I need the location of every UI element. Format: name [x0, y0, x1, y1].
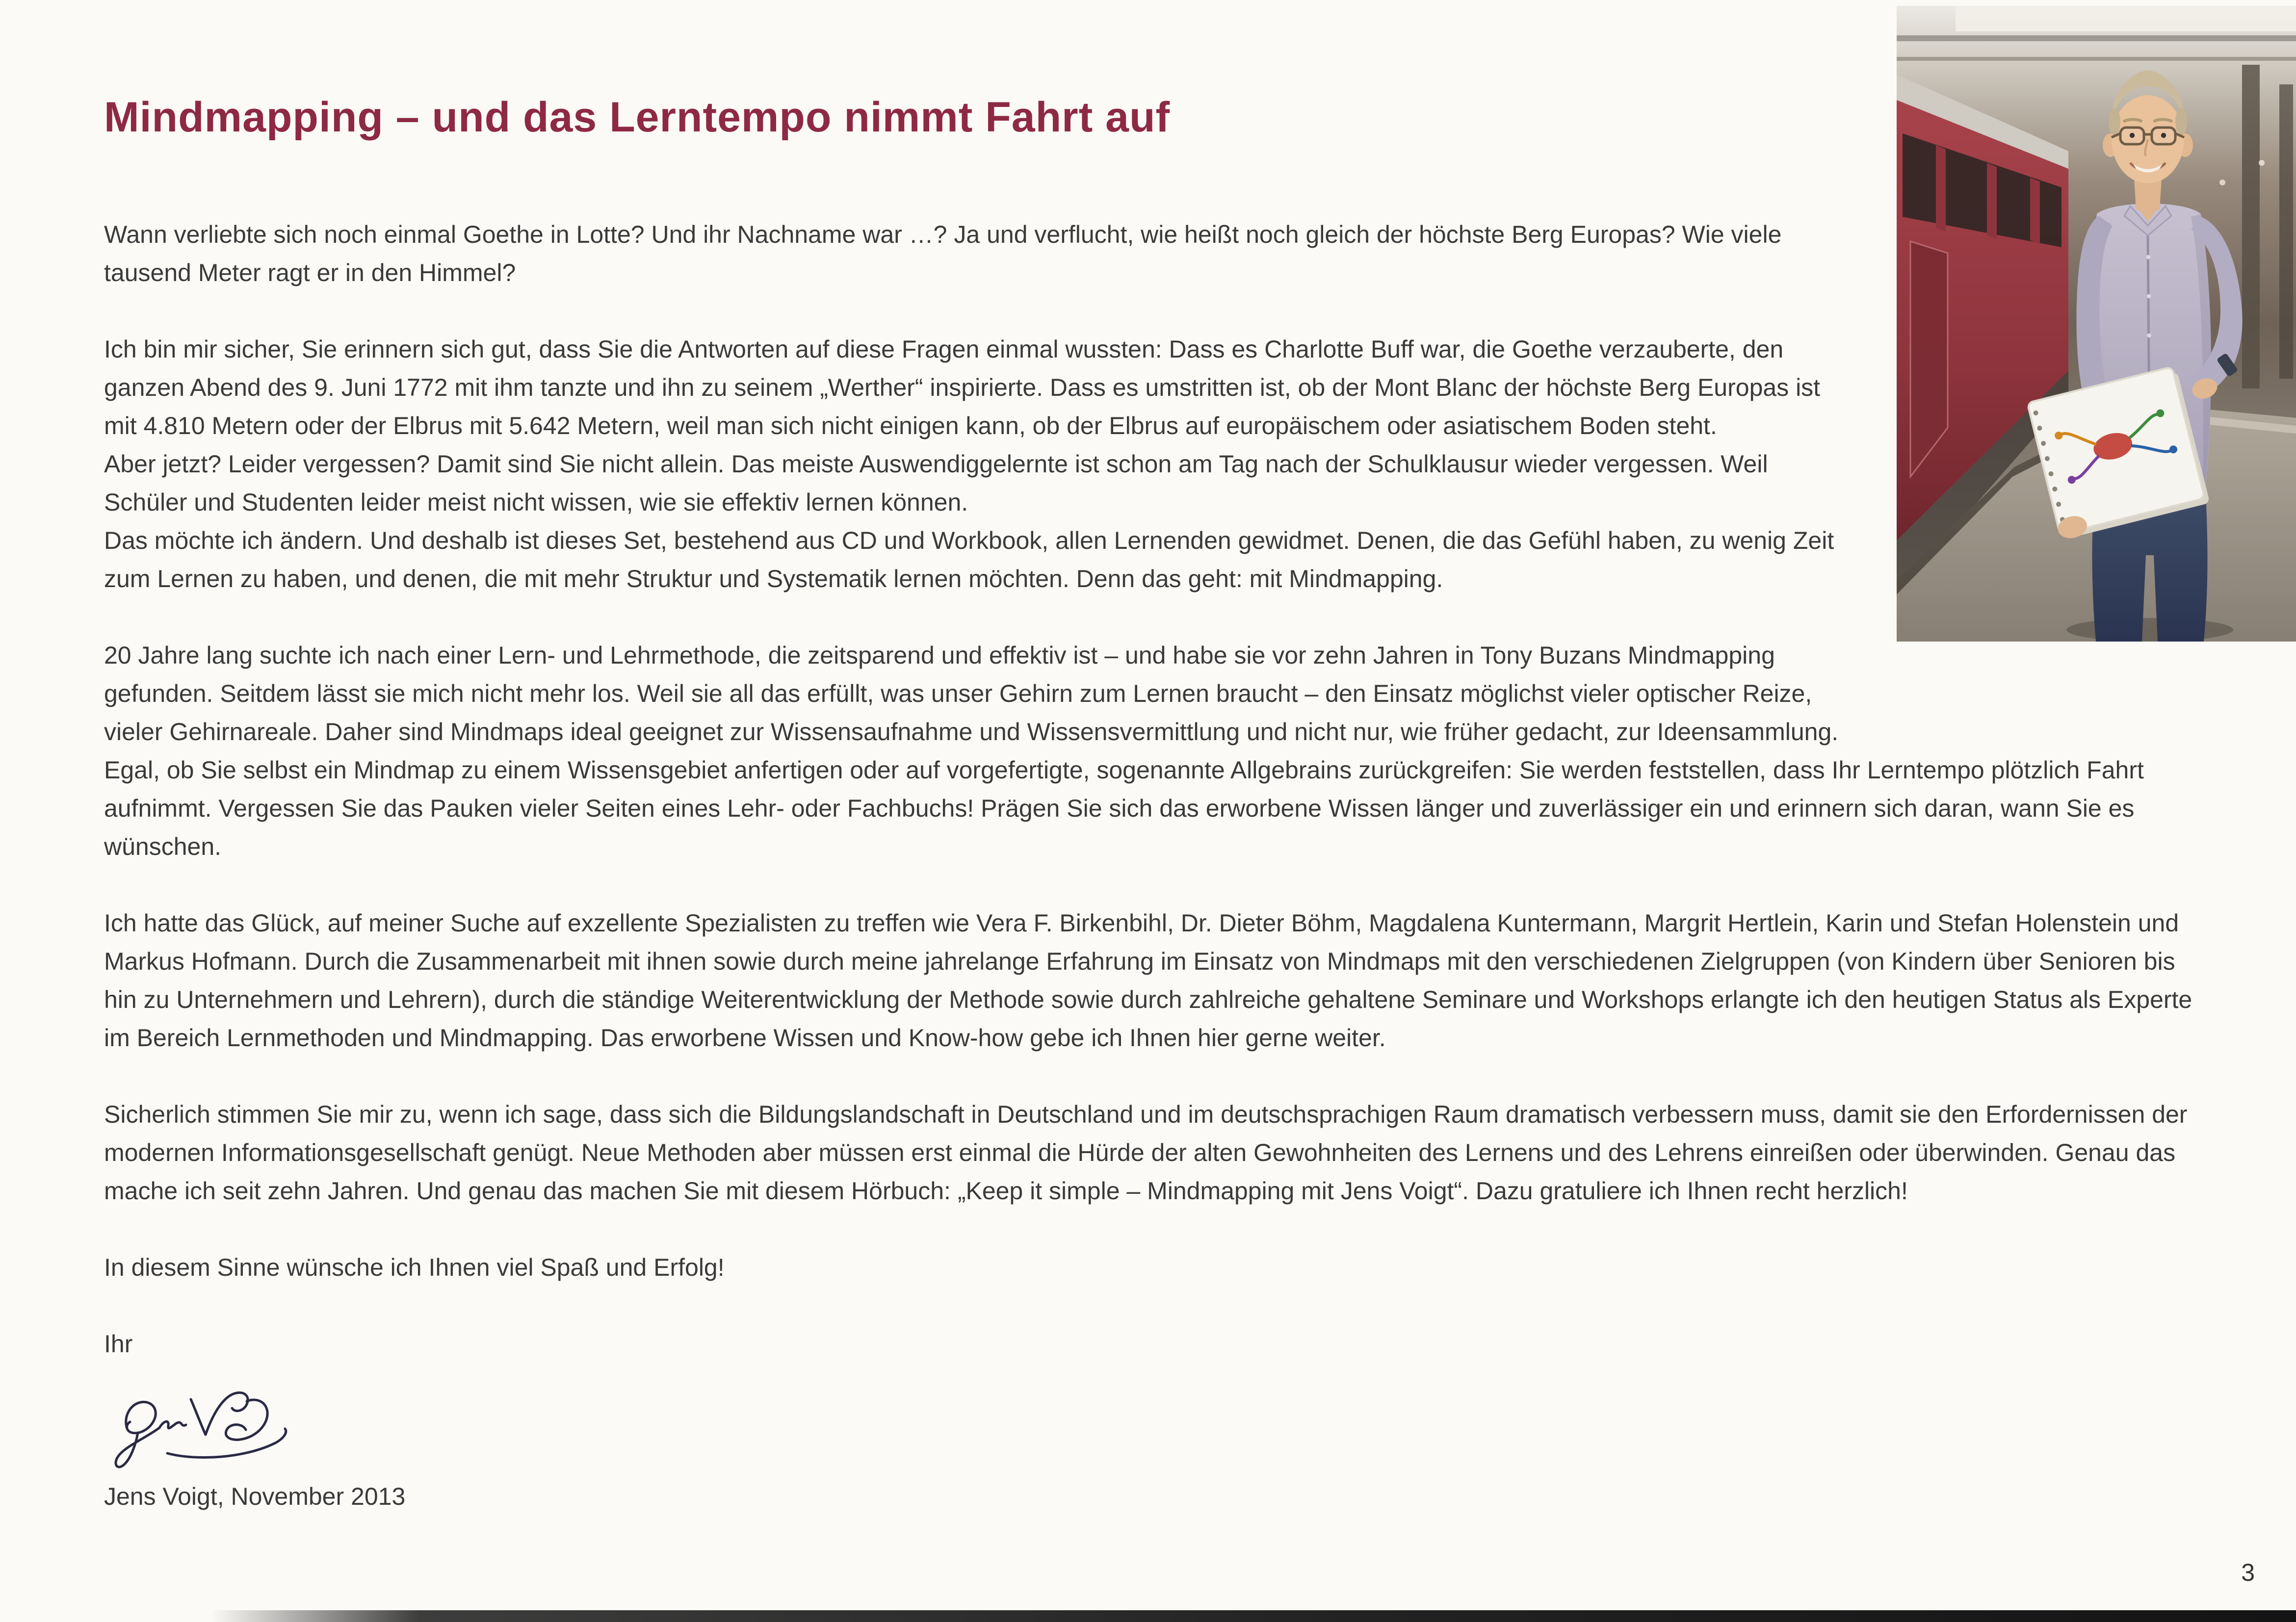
paragraph-vergessen: Aber jetzt? Leider vergessen? Damit sind Sie nicht allein. Das meiste Auswendiggelernte ist schon am Tag nach der Schulklausur wieder vergessen. Weil Schüler und Studenten leider meist nicht wissen, wie sie effektiv lernen können.: [104, 450, 1768, 516]
scan-edge-shadow: [211, 1610, 2296, 1622]
page-number: 3: [2241, 1559, 2255, 1586]
page-title: Mindmapping – und das Lerntempo nimmt Fahrt auf: [104, 94, 1171, 141]
closing-line: In diesem Sinne wünsche ich Ihnen viel Spaß und Erfolg!: [104, 1254, 725, 1281]
signoff: Jens Voigt, November 2013: [104, 1483, 406, 1510]
paragraph-allgebrains: Egal, ob Sie selbst ein Mindmap zu einem Wissensgebiet anfertigen oder auf vorgefertigte, sogenannte Allgebrains zurückgreifen: Sie werden feststellen, dass Ihr Lerntempo plötzlich Fahrt aufnimmt. Vergessen Sie das Pauken vieler Seiten eines Lehr- oder Fachbuchs! Prägen Sie sich das erworbene Wissen länger und zuverlässiger ein und erinnern sich daran, wann Sie es wünschen.: [104, 756, 2144, 860]
paragraph-spezialisten: Ich hatte das Glück, auf meiner Suche auf exzellente Spezialisten zu treffen wie Vera F. Birkenbihl, Dr. Dieter Böhm, Magdalena Kuntermann, Margrit Hertlein, Karin und Stefan Holenstein und Markus Hofmann. Durch die Zusammenarbeit mit ihnen sowie durch meine jahrelange Erfahrung im Einsatz von Mindmaps mit den verschiedenen Zielgruppen (von Kindern über Senioren bis hin zu Unternehmern und Lehrern), durch die ständige Weiterentwicklung der Methode sowie durch zahlreiche gehaltene Seminare und Workshops erlangte ich den heutigen Status als Experte im Bereich Lernmethoden und Mindmapping. Das erworbene Wissen und Know-how gebe ich Ihnen hier gerne weiter.: [104, 909, 2192, 1052]
signature-image: [106, 1370, 322, 1475]
author-photo: [1897, 6, 2296, 642]
paragraph-intro-questions: Wann verliebte sich noch einmal Goethe in Lotte? Und ihr Nachname war …? Ja und verflucht, wie heißt noch gleich der höchste Berg Europas? Wie viele tausend Meter ragt er in den Himmel?: [104, 221, 1782, 286]
signature-graphic: [106, 1370, 322, 1475]
salutation: Ihr: [104, 1330, 133, 1358]
paragraph-bildungslandschaft: Sicherlich stimmen Sie mir zu, wenn ich sage, dass sich die Bildungslandschaft in Deutschland und im deutschsprachigen Raum dramatisch verbessern muss, damit sie den Erfordernissen der modernen Informationsgesellschaft genügt. Neue Methoden aber müssen erst einmal die Hürde der alten Gewohnheiten des Lernens und des Lehrens einreißen oder überwinden. Genau das mache ich seit zehn Jahren. Und genau das machen Sie mit diesem Hörbuch: „Keep it simple – Mindmapping mit Jens Voigt“. Dazu gratuliere ich Ihnen recht herzlich!: [104, 1101, 2188, 1205]
paragraph-goethe-elbrus: Ich bin mir sicher, Sie erinnern sich gut, dass Sie die Antworten auf diese Fragen einmal wussten: Dass es Charlotte Buff war, die Goethe verzauberte, den ganzen Abend des 9. Juni 1772 mit ihm tanzte und ihn zu seinem „Werther“ inspirierte. Dass es umstritten ist, ob der Mont Blanc der höchste Berg Europas ist mit 4.810 Metern oder der Elbrus mit 5.642 Metern, weil man sich nicht einigen kann, ob der Elbrus auf europäischem oder asiatischem Boden steht.: [104, 335, 1821, 439]
paragraph-widmung: Das möchte ich ändern. Und deshalb ist dieses Set, bestehend aus CD und Workbook, allen Lernenden gewidmet. Denen, die das Gefühl haben, zu wenig Zeit zum Lernen zu haben, und denen, die mit mehr Struktur und Systematik lernen möchten. Denn das geht: mit Mindmapping.: [104, 527, 1834, 592]
paragraph-20-jahre: 20 Jahre lang suchte ich nach einer Lern- und Lehrmethode, die zeitsparend und effektiv ist – und habe sie vor zehn Jahren in Tony Buzans Mindmapping gefunden. Seitdem lässt sie mich nicht mehr los. Weil sie all das erfüllt, was unser Gehirn zum Lernen braucht – den Einsatz möglichst vieler optischer Reize, vieler Gehirnareale. Daher sind Mindmaps ideal geeignet zur Wissensaufnahme und Wissensvermittlung und nicht nur, wie früher gedacht, zur Ideensammlung.: [104, 642, 1839, 746]
author-photo-graphic: [1897, 6, 2296, 642]
